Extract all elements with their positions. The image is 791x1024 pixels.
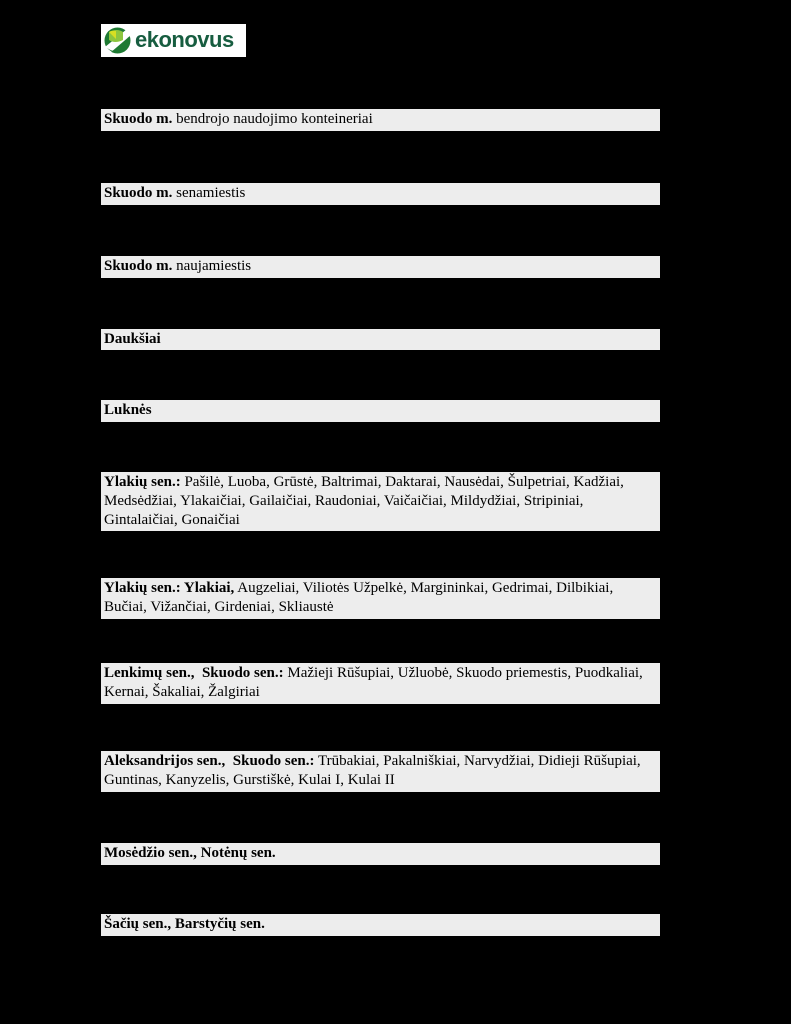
row-area-label: Ylakių sen.: Ylakiai, [104,580,235,596]
schedule-row-ylakiu-sen-ylakiai [100,577,661,620]
row-detail: Trūbakiai, Pakalniškiai, Narvydžiai, Didieji Rūšupiai, Guntinas, Kanyzelis, Gurstiškė, Kulai I, Kulai II [104,753,645,788]
schedule-row-luknes [100,399,661,423]
row-detail: bendrojo naudojimo konteineriai [172,111,373,127]
logo-text: ekonovus [135,26,234,52]
row-detail: Augzeliai, Viliotės Užpelkė, Margininkai, Gedrimai, Dilbikiai, Bučiai, Vižančiai, Girdeniai, Skliaustė [104,580,617,615]
row-area-label: Šačių sen., Barstyčių sen. [104,916,265,932]
schedule-row-skuodas-bendro-naudojimo [100,108,661,132]
schedule-row-ylakiu-sen [100,471,661,532]
row-detail: Mažieji Rūšupiai, Užluobė, Skuodo priemestis, Puodkaliai, Kernai, Šakaliai, Žalgiriai [104,665,647,700]
row-area-label: Skuodo m. [104,258,173,274]
ekonovus-logo [101,24,246,57]
row-area-label: Daukšiai [104,331,161,347]
row-area-label: Ylakių sen.: [104,474,181,490]
row-detail: Pašilė, Luoba, Grūstė, Baltrimai, Daktarai, Nausėdai, Šulpetriai, Kadžiai, Medsėdžiai, Ylakaičiai, Gailaičiai, Raudoniai, Vaičaičiai, Mildydžiai, Stripiniai, Gintalaičiai, Gonaičiai [104,474,628,528]
schedule-row-skuodas-naujamiestis [100,255,661,279]
row-detail: senamiestis [172,185,246,201]
ekonovus-leaf-globe-icon [104,27,131,54]
row-area-label: Skuodo m. [104,111,173,127]
schedule-row-mosedzio-notenu-sen [100,842,661,866]
schedule-row-skuodas-senamiestis [100,182,661,206]
row-area-label: Aleksandrijos sen., Skuodo sen.: [104,753,315,769]
schedule-row-lenkimu-skuodo-sen [100,662,661,705]
row-detail: naujamiestis [172,258,252,274]
row-area-label: Mosėdžio sen., Notėnų sen. [104,845,276,861]
row-area-label: Skuodo m. [104,185,173,201]
schedule-row-aleksandrijos-skuodo-sen [100,750,661,793]
schedule-row-saciu-barstyciu-sen [100,913,661,937]
row-area-label: Lenkimų sen., Skuodo sen.: [104,665,284,681]
row-area-label: Luknės [104,402,152,418]
schedule-row-dauksiai [100,328,661,351]
